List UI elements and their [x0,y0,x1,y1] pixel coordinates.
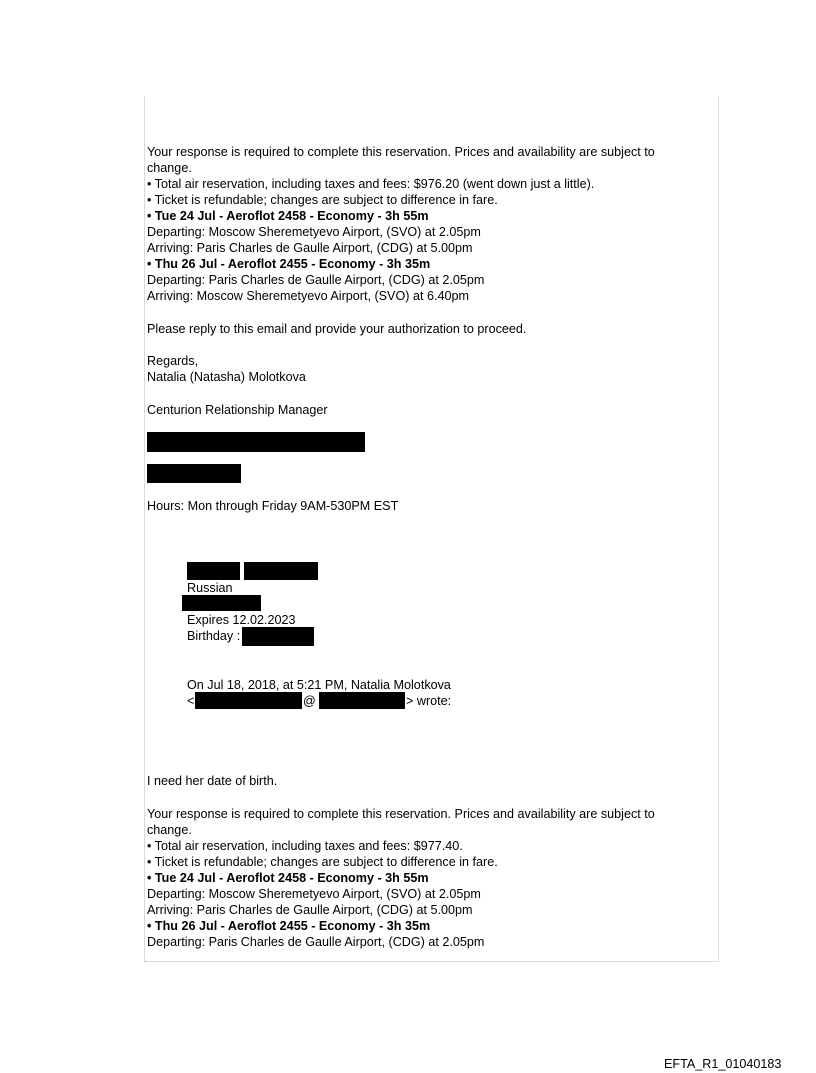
earlier-flight2-depart: Departing: Paris Charles de Gaulle Airport, (CDG) at 2.05pm [147,935,485,949]
redaction-block [147,464,241,483]
reply-flight2-depart: Departing: Paris Charles de Gaulle Airport, (CDG) at 2.05pm [147,273,485,287]
document-id: EFTA_R1_01040183 [664,1057,782,1071]
earlier-flight1-depart: Departing: Moscow Sheremetyevo Airport, (SVO) at 2.05pm [147,887,481,901]
redaction-block [242,627,314,646]
reply-flight1-depart: Departing: Moscow Sheremetyevo Airport, (SVO) at 2.05pm [147,225,481,239]
earlier-flight1-title: • Tue 24 Jul - Aeroflot 2458 - Economy - 3h 55m [147,871,429,885]
redaction-block [319,692,405,709]
traveller-birthday: Birthday : [187,629,241,643]
redaction-block [187,562,240,580]
passport-expires: Expires 12.02.2023 [187,613,296,627]
earlier-intro-line2: change. [147,823,192,837]
quote-header-at: @ [303,694,316,708]
reply-flight1-title: • Tue 24 Jul - Aeroflot 2458 - Economy - 3h 55m [147,209,429,223]
sender-hours: Hours: Mon through Friday 9AM-530PM EST [147,499,399,513]
redaction-block [182,595,261,611]
earlier-bullet-refund: • Ticket is refundable; changes are subject to difference in fare. [147,855,498,869]
redaction-block [195,692,302,709]
reply-bullet-total: • Total air reservation, including taxes and fees: $976.20 (went down just a little). [147,177,595,191]
redaction-block [147,432,365,452]
reply-bullet-refund: • Ticket is refundable; changes are subject to difference in fare. [147,193,498,207]
sender-title: Centurion Relationship Manager [147,403,328,417]
quote-header-wrote: > wrote: [406,694,452,708]
earlier-bullet-total: • Total air reservation, including taxes and fees: $977.40. [147,839,463,853]
quote-header-line1: On Jul 18, 2018, at 5:21 PM, Natalia Molotkova [187,678,451,692]
reply-flight1-arrive: Arriving: Paris Charles de Gaulle Airport, (CDG) at 5.00pm [147,241,473,255]
sender-name: Natalia (Natasha) Molotkova [147,370,306,384]
traveller-nationality: Russian [187,581,233,595]
earlier-need-dob: I need her date of birth. [147,774,278,788]
reply-intro-line1: Your response is required to complete this reservation. Prices and availability are subject to [147,145,655,159]
earlier-flight1-arrive: Arriving: Paris Charles de Gaulle Airport, (CDG) at 5.00pm [147,903,473,917]
reply-regards: Regards, [147,354,199,368]
redaction-block [244,562,318,580]
earlier-flight2-title: • Thu 26 Jul - Aeroflot 2455 - Economy - 3h 35m [147,919,431,933]
reply-flight2-arrive: Arriving: Moscow Sheremetyevo Airport, (SVO) at 6.40pm [147,289,469,303]
reply-flight2-title: • Thu 26 Jul - Aeroflot 2455 - Economy - 3h 35m [147,257,431,271]
reply-please-reply: Please reply to this email and provide your authorization to proceed. [147,322,527,336]
reply-intro-line2: change. [147,161,192,175]
earlier-intro-line1: Your response is required to complete this reservation. Prices and availability are subject to [147,807,655,821]
quote-header-open-bracket: < [187,694,195,708]
